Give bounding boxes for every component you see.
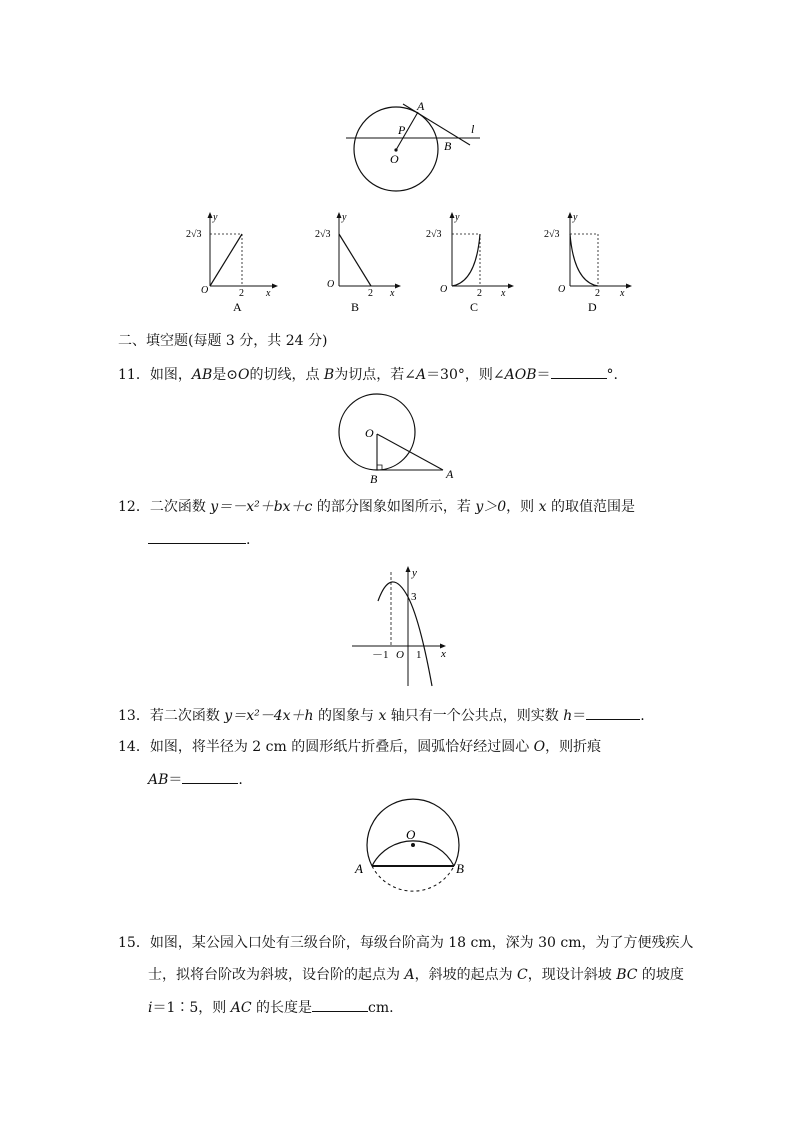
question-15-line-3 (148, 997, 394, 1018)
graph-b-y-tick: 2√3 (315, 229, 331, 240)
graph-option-b (311, 208, 411, 314)
q11-text-4: 为切点，若∠ (334, 367, 416, 383)
graph-a-y-label: y (213, 212, 218, 223)
q15-text-2a: 士，拟将台阶改为斜坡，设台阶的起点为 (148, 967, 405, 983)
graph-a-origin: O (201, 285, 209, 296)
q12-x: x (538, 499, 547, 515)
graph-d-letter: D (588, 300, 597, 314)
q12-answer-line (148, 529, 250, 550)
graph-c-x-tick: 2 (477, 288, 482, 299)
q15-unit: cm. (368, 1000, 394, 1016)
graph-b-origin: O (327, 279, 335, 290)
q12-label-y: y (412, 567, 417, 579)
q14-number: 14． (118, 739, 150, 755)
q12-label-x: x (441, 648, 446, 660)
graph-d-x-label: x (620, 288, 625, 299)
q12-figure (345, 562, 455, 688)
q14-text-1: 如图，将半径为 2 cm 的圆形纸片折叠后，圆弧恰好经过圆心 (149, 739, 534, 755)
q11-aob: AOB (504, 367, 537, 383)
q14-ab: AB (148, 772, 169, 788)
graph-c-origin: O (440, 284, 448, 295)
q11-label-o: O (365, 426, 374, 440)
q12-number: 12． (118, 499, 150, 515)
q12-label-3: 3 (411, 591, 417, 603)
q11-answer-blank[interactable] (551, 364, 607, 379)
graph-d-y-label: y (573, 212, 578, 223)
circle-tangent-figure (330, 98, 500, 200)
q13-h: h (563, 708, 573, 724)
q12-condition: y＞0 (475, 499, 507, 515)
q14-circle-lower-dashed (372, 866, 454, 891)
q14-end: . (238, 772, 243, 788)
q12-parabola (378, 582, 432, 686)
q13-end: . (640, 708, 645, 724)
q12-function: y＝－x²＋bx＋c (210, 499, 313, 515)
label-b: B (444, 139, 452, 153)
q15-text-3a: ＝1∶5，则 (152, 1000, 231, 1016)
q11-text-1: 如图， (149, 367, 192, 383)
graph-d-curve (570, 234, 598, 286)
graph-d-origin: O (558, 284, 566, 295)
q15-text-2c: ，现设计斜坡 (527, 967, 617, 983)
q14-figure (345, 790, 475, 912)
graph-c-letter: C (470, 300, 479, 314)
graph-d-x-tick: 2 (595, 288, 600, 299)
graph-c-x-label: x (501, 288, 506, 299)
label-p: P (398, 123, 406, 137)
q12-label-o: O (396, 649, 404, 661)
q11-segment-oa (377, 434, 443, 470)
q15-answer-blank[interactable] (312, 997, 368, 1012)
q11-ab: AB (191, 367, 213, 383)
q11-label-b: B (370, 472, 378, 486)
graph-c-y-tick: 2√3 (426, 229, 442, 240)
q14-answer-line (148, 769, 243, 790)
graph-b-line (339, 234, 371, 286)
q13-function: y＝x²－4x＋h (224, 708, 314, 724)
q11-b: B (323, 367, 335, 383)
q15-a: A (404, 967, 415, 983)
q11-text-3: 的切线，点 (249, 367, 324, 383)
graph-option-d (542, 208, 642, 314)
q15-text-line-1: 如图，某公园入口处有三级台阶，每级台阶高为 18 cm，深为 30 cm，为了方便残疾人 (149, 935, 694, 951)
q13-x: x (378, 708, 387, 724)
question-13 (118, 705, 645, 726)
q15-bc: BC (616, 967, 638, 983)
graph-option-c (424, 208, 524, 314)
q12-text-2: 的部分图象如图所示，若 (312, 499, 476, 515)
graph-a-letter: A (233, 300, 242, 314)
q15-c: C (517, 967, 528, 983)
q12-end: . (246, 532, 251, 548)
graph-d-y-tick: 2√3 (544, 229, 560, 240)
q13-answer-blank[interactable] (586, 705, 640, 720)
q14-text-3: ＝ (168, 772, 183, 788)
q11-number: 11． (118, 367, 150, 383)
label-o: O (390, 152, 399, 166)
graph-option-a (182, 208, 282, 314)
q12-text-4: 的取值范围是 (546, 499, 635, 515)
q14-label-o: O (406, 827, 416, 842)
graph-c-curve (452, 234, 480, 286)
graph-a-x-label: x (266, 288, 271, 299)
q11-o: O (237, 367, 250, 383)
graph-a-x-tick: 2 (239, 288, 244, 299)
question-11 (118, 364, 618, 385)
q15-text-2d: 的坡度 (637, 967, 684, 983)
q15-number: 15． (118, 935, 150, 951)
question-15-line-2 (148, 965, 684, 985)
q11-a: A (415, 367, 427, 383)
graph-a-line (210, 234, 242, 286)
q11-figure (330, 388, 470, 486)
q14-center-point (411, 843, 415, 847)
graph-a-y-tick: 2√3 (186, 229, 202, 240)
q14-label-a: A (355, 861, 363, 876)
q13-text-2: 的图象与 (313, 708, 379, 724)
q15-text-3b: 的长度是 (251, 1000, 313, 1016)
q13-number: 13． (118, 708, 150, 724)
q14-label-b: B (456, 861, 464, 876)
graph-b-letter: B (351, 300, 360, 314)
q12-text-1: 二次函数 (149, 499, 211, 515)
q15-text-2b: ，斜坡的起点为 (414, 967, 518, 983)
q12-answer-blank[interactable] (148, 529, 246, 544)
label-l: l (471, 122, 475, 136)
q12-text-3: ，则 (506, 499, 539, 515)
graph-c-y-label: y (455, 212, 460, 223)
q13-text-1: 若二次函数 (149, 708, 225, 724)
q14-text-2: ，则折痕 (545, 739, 602, 755)
q14-o: O (533, 739, 546, 755)
section-title: 二、填空题(每题 3 分，共 24 分) (118, 333, 328, 349)
graph-b-y-label: y (342, 212, 347, 223)
q11-text-6: ＝ (536, 367, 551, 383)
question-12 (118, 497, 635, 517)
q12-label-neg1: －1 (372, 649, 389, 661)
label-a: A (417, 99, 425, 113)
q12-label-1: 1 (416, 649, 422, 661)
q11-text-7: °. (606, 367, 618, 383)
question-15-line-1 (118, 933, 694, 953)
q15-ac: AC (230, 1000, 252, 1016)
q14-answer-blank[interactable] (182, 769, 238, 784)
q11-label-a: A (446, 467, 454, 481)
question-14 (118, 737, 601, 757)
graph-b-x-tick: 2 (368, 288, 373, 299)
graph-b-x-label: x (390, 288, 395, 299)
q11-text-2: 是⊙ (212, 367, 238, 383)
q11-text-5: ＝30°，则∠ (426, 367, 505, 383)
q13-text-3: 轴只有一个公共点，则实数 (386, 708, 564, 724)
q15-i: i (148, 1000, 153, 1016)
q13-text-4: ＝ (572, 708, 587, 724)
